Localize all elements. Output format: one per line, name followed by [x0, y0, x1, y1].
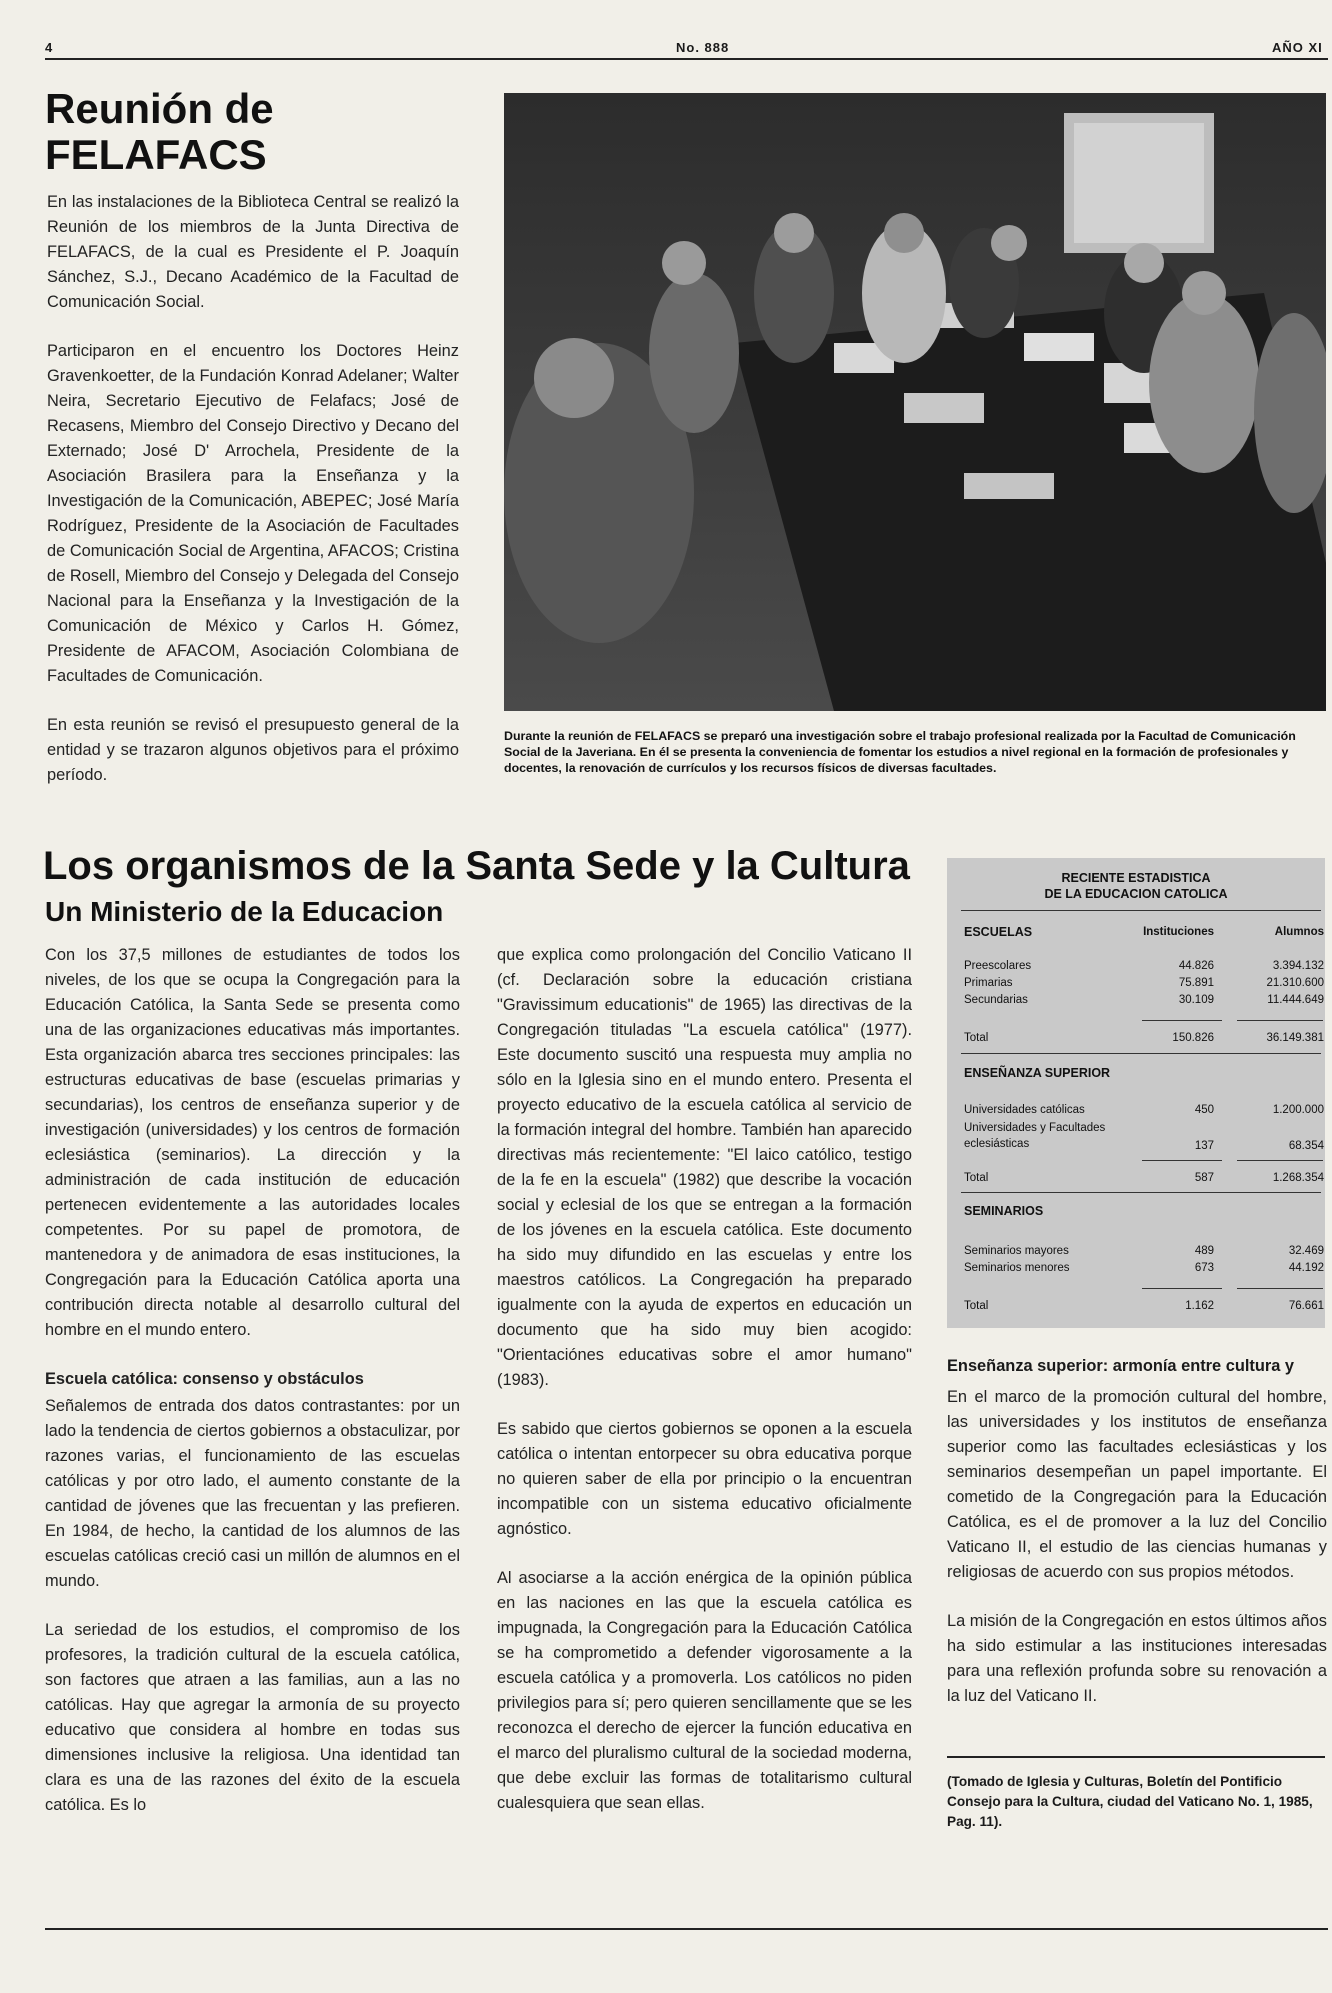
felafacs-paragraph: En esta reunión se revisó el presupuesto general de la entidad y se trazaron algunos objetivos para el próximo período.	[47, 716, 459, 784]
table-title-line: RECIENTE ESTADISTICA	[1061, 871, 1211, 885]
photo-caption: Durante la reunión de FELAFACS se preparó una investigación sobre el trabajo profesional realizada por la Facultad de Comunicación Social de la Javeriana. En él se presenta la conveniencia de fomentar los estudios a nivel regional en la formación de profesionales y docentes, la renovación de currículos y los recursos físicos de diversas facultades.	[504, 729, 1296, 775]
row-name: Universidades y Facultades eclesiásticas	[964, 1122, 1106, 1150]
page-number: 4	[45, 40, 54, 55]
source-note: (Tomado de Iglesia y Culturas, Boletín del Pontificio Consejo para la Cultura, ciudad del Vaticano No. 1, 1985, Pag. 11).	[947, 1774, 1313, 1829]
row-alum: 76.661	[1288, 1300, 1324, 1312]
row-inst: 44.826	[1178, 960, 1214, 972]
row-alum: 3.394.132	[1272, 960, 1324, 972]
row-name: Preescolares	[964, 960, 1032, 972]
table-rule	[1237, 1288, 1323, 1289]
row-alum: 68.354	[1288, 1140, 1324, 1152]
row-inst: 30.109	[1178, 994, 1214, 1006]
table-rule	[1142, 1160, 1222, 1161]
col-instituciones: Instituciones	[1143, 926, 1214, 938]
table-row	[964, 975, 1324, 991]
table-rule	[961, 910, 1321, 911]
table-row	[964, 1120, 1324, 1154]
article-column-1	[45, 943, 460, 1842]
row-name: Total	[964, 1300, 989, 1312]
article-paragraph: Con los 37,5 millones de estudiantes de todos los niveles, de los que se ocupa la Congregación para la Educación Católica, la Santa Sede se presenta como una de las organizaciones educativas más importantes. Esta organización abarca tres secciones principales: las estructuras educativas de base (escuelas primarias y secundarias), los centros de enseñanza superior y de investigación (universidades) y los centros de formación eclesiástica (seminarios). La dirección y la administración de cada institución de educación pertenecen evidentemente a las autoridades locales competentes. Por su papel de promotora, de mantenedora y de animadora de esas instituciones, la Congregación para la Educación Católica aporta una contribución directa notable al desarrollo cultural del hombre en el mundo entero.	[45, 946, 460, 1339]
article-paragraph: En el marco de la promoción cultural del hombre, las universidades y los institutos de enseñanza superior como las facultades eclesiásticas y los seminarios desempeñan un papel importante. El cometido de la Congregación para la Educación Católica, es el de promover a la luz del Concilio Vaticano II, el estudio de las ciencias humanas y religiosas de acuerdo con sus propios métodos.	[947, 1388, 1327, 1581]
footer-rule	[45, 1928, 1328, 1930]
row-name: Secundarias	[964, 994, 1028, 1006]
article-headline: Los organismos de la Santa Sede y la Cultura	[43, 844, 910, 888]
row-alum: 1.268.354	[1272, 1172, 1324, 1184]
issue-number: No. 888	[676, 40, 730, 55]
article-subhead: Escuela católica: consenso y obstáculos	[45, 1370, 364, 1388]
felafacs-title: Reunión de FELAFACS	[45, 85, 274, 178]
felafacs-paragraph: En las instalaciones de la Biblioteca Central se realizó la Reunión de los miembros de la Junta Directiva de FELAFACS, de la cual es Presidente el P. Joaquín Sánchez, S.J., Decano Académico de la Facultad de Comunicación Social.	[47, 193, 459, 311]
row-alum: 21.310.600	[1266, 977, 1324, 989]
row-inst: 673	[1194, 1262, 1214, 1274]
section-seminarios: SEMINARIOS	[964, 1204, 1044, 1218]
row-inst: 587	[1194, 1172, 1214, 1184]
article-paragraph: que explica como prolongación del Concilio Vaticano II (cf. Declaración sobre la educación cristiana "Gravissimum educationis" de 1965) las directivas de la Congregación tituladas "La escuela católica" (1977). Este documento suscitó una respuesta muy amplia no sólo en la Iglesia sino en el mundo entero. Presenta el proyecto educativo de la escuela católica al servicio de la formación integral del hombre. También han aparecido directivas más recientemente: "El laico católico, testigo de la fe en la escuela" (1982) que describe la vocación social y eclesial de los que se entregan a la formación de los jóvenes en la escuela católica. Este documento ha sido muy difundido en las escuelas y entre los maestros católicos. La Congregación ha preparado igualmente con la ayuda de expertos en educación un documento que ha sido muy bien acogido: "Orientaciónes educativas sobre el amor humano" (1983).	[497, 946, 912, 1389]
section-escuelas: ESCUELAS	[964, 925, 1033, 939]
row-alum: 32.469	[1288, 1245, 1324, 1257]
row-inst: 137	[1194, 1140, 1214, 1152]
year-label: AÑO XI	[1272, 40, 1323, 55]
table-row	[964, 1243, 1324, 1259]
row-inst: 1.162	[1185, 1300, 1214, 1312]
row-name: Primarias	[964, 977, 1013, 989]
table-header-row	[964, 924, 1324, 940]
table-rule	[1142, 1288, 1222, 1289]
table-section-row	[964, 1203, 1321, 1219]
felafacs-body	[47, 190, 459, 812]
row-alum: 36.149.381	[1266, 1032, 1324, 1044]
table-row	[964, 1102, 1324, 1118]
row-name: Total	[964, 1172, 989, 1184]
article-subheadline: Un Ministerio de la Educacion	[45, 896, 444, 927]
article-subhead: Enseñanza superior: armonía entre cultura y	[947, 1357, 1295, 1375]
row-name: Seminarios mayores	[964, 1245, 1069, 1257]
article-paragraph: Al asociarse a la acción enérgica de la opinión pública en las naciones en las que la escuela católica es impugnada, la Congregación para la Educación Católica se ha comprometido a defender vigorosamente a la escuela católica y a promoverla. Los católicos no piden privilegios para sí; pero quieren sencillamente que se les reconozca el derecho de ejercer la función educativa en el marco del pluralismo cultural de la sociedad moderna, que debe excluir las formas de totalitarismo cultural cualesquiera que sean ellas.	[497, 1569, 912, 1812]
meeting-photo	[504, 93, 1326, 711]
article-column-2	[497, 943, 912, 1840]
table-rule	[961, 1192, 1321, 1193]
row-alum: 11.444.649	[1267, 994, 1324, 1006]
article-paragraph: La seriedad de los estudios, el compromiso de los profesores, la tradición cultural de la escuela católica, son factores que atraen a las familias, aun a las no católicas. Hay que agregar la armonía de su proyecto educativo que considera al hombre en todas sus dimensiones inclusive la religiosa. Una identidad tan clara es una de las razones del éxito de la escuela católica. Es lo	[45, 1621, 460, 1814]
table-section-row	[964, 1065, 1321, 1081]
table-rule	[1237, 1160, 1323, 1161]
row-inst: 450	[1194, 1104, 1214, 1116]
row-inst: 75.891	[1178, 977, 1214, 989]
felafacs-paragraph: Participaron en el encuentro los Doctores Heinz Gravenkoetter, de la Fundación Konrad Adelaner; Walter Neira, Secretario Ejecutivo de Felafacs; José de Recasens, Miembro del Consejo Directivo y Decano del Externado; José D' Arrochela, Presidente de la Asociación Brasilera para la Enseñanza y la Investigación de la Comunicación, ABEPEC; José María Rodríguez, Presidente de la Asociación de Facultades de Comunicación Social de Argentina, AFACOS; Cristina de Rosell, Miembro del Consejo y Delegada del Consejo Nacional para la Enseñanza y la Investigación de la Comunicación de México y Carlos H. Gómez, Presidente de AFACOM, Asociación Colombiana de Facultades de Comunicación.	[47, 342, 459, 685]
statistics-table	[947, 858, 1325, 1328]
section-superior: ENSEÑANZA SUPERIOR	[964, 1066, 1111, 1080]
table-total-row	[964, 1298, 1324, 1314]
article-paragraph: La misión de la Congregación en estos últimos años ha sido estimular a las instituciones interesadas para una reflexión profunda sobre su renovación a la luz del Vaticano II.	[947, 1612, 1327, 1705]
article-paragraph: Señalemos de entrada dos datos contrastantes: por un lado la tendencia de ciertos gobiernos a obstaculizar, por razones varias, el funcionamiento de las escuelas católicas y por otro lado, el aumento constante de la cantidad de jóvenes que las frecuentan y las prefieren. En 1984, de hecho, la cantidad de los alumnos de las escuelas católicas creció casi un millón de alumnos en el mundo.	[45, 1397, 460, 1590]
row-inst: 150.826	[1172, 1032, 1214, 1044]
table-row	[964, 992, 1324, 1008]
table-rule	[1142, 1020, 1222, 1021]
source-rule	[947, 1756, 1325, 1758]
table-rule	[1237, 1020, 1323, 1021]
header-rule	[45, 58, 1328, 60]
row-name: Universidades católicas	[964, 1104, 1085, 1116]
table-row	[964, 958, 1324, 974]
col-alumnos: Alumnos	[1274, 926, 1324, 938]
row-alum: 44.192	[1288, 1262, 1324, 1274]
article-column-3	[947, 1385, 1327, 1733]
row-name: Seminarios menores	[964, 1262, 1070, 1274]
meeting-photo-image	[504, 93, 1326, 711]
article-paragraph: Es sabido que ciertos gobiernos se oponen a la escuela católica o intentan entorpecer su obra educativa porque no quieren saber de ella por principio o la encuentran incompatible con un sistema educativo oficialmente agnóstico.	[497, 1420, 912, 1538]
row-alum: 1.200.000	[1272, 1104, 1324, 1116]
table-total-row	[964, 1170, 1324, 1186]
table-title	[947, 870, 1325, 902]
row-inst: 489	[1194, 1245, 1214, 1257]
row-name: Total	[964, 1032, 989, 1044]
table-total-row	[964, 1030, 1324, 1046]
table-rule	[961, 1053, 1321, 1054]
table-title-line: DE LA EDUCACION CATOLICA	[1044, 887, 1228, 901]
table-row	[964, 1260, 1324, 1276]
